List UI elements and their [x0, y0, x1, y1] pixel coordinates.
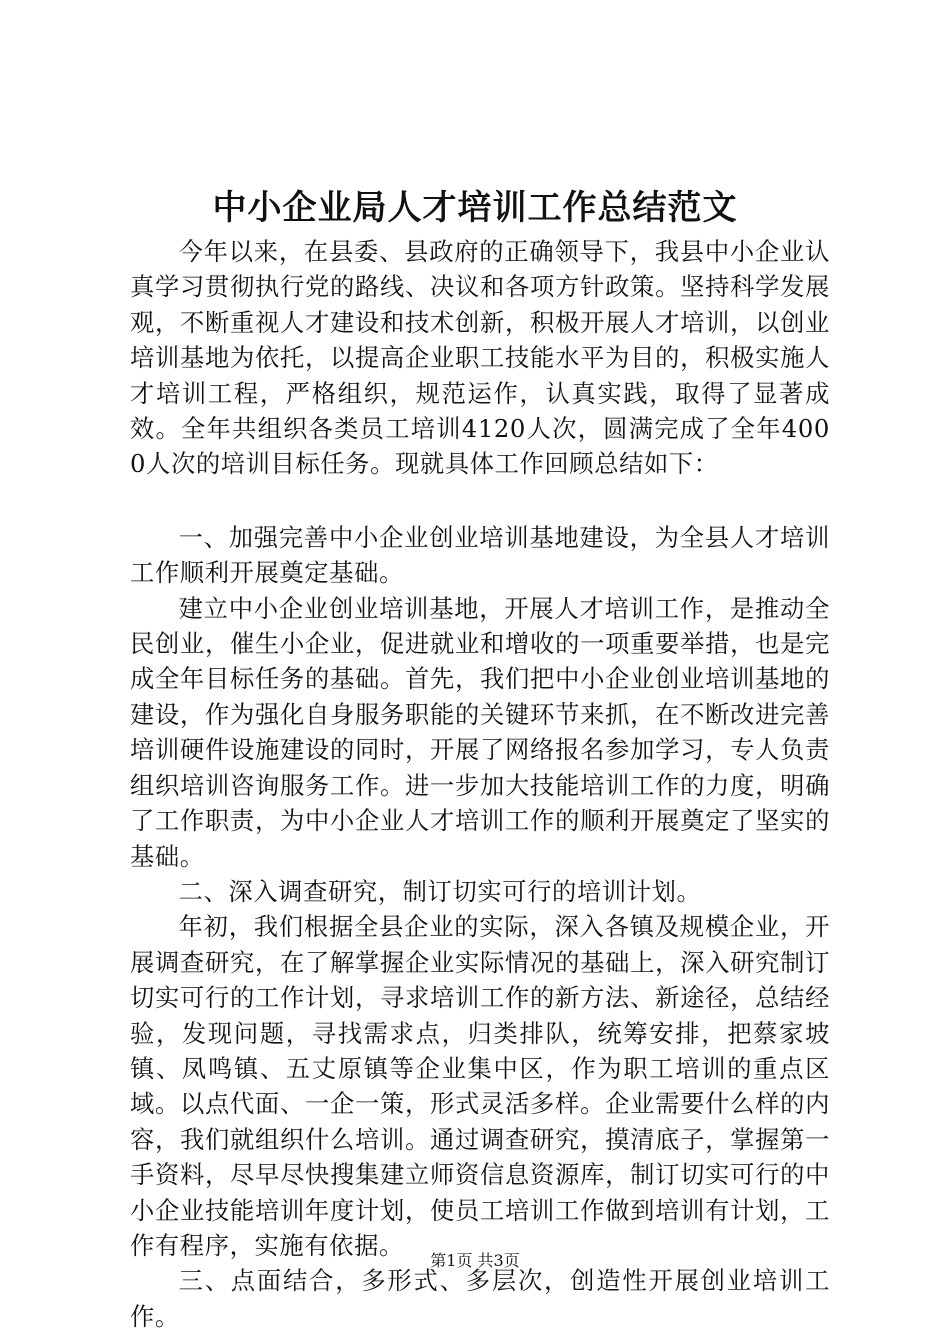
page-number: 第1页 共3页: [430, 1251, 520, 1270]
paragraph-spacer: [130, 482, 830, 520]
section-paragraph-2: 年初，我们根据全县企业的实际，深入各镇及规模企业，开展调查研究，在了解掌握企业实际情况的基础上，深入研究制订切实可行的工作计划，寻求培训工作的新方法、新途径，总结经验，发现问题，寻找需求点，归类排队，统筹安排，把蔡家坡镇、凤鸣镇、五丈原镇等企业集中区，作为职工培训的重点区域。以点代面、一企一策，形式灵活多样。企业需要什么样的内容，我们就组织什么培训。通过调查研究，摸清底子，掌握第一手资料，尽早尽快搜集建立师资信息资源库，制订切实可行的中小企业技能培训年度计划，使员工培训工作做到培训有计划，工作有程序，实施有依据。: [130, 912, 830, 1260]
section-paragraph-1: 建立中小企业创业培训基地，开展人才培训工作，是推动全民创业，催生小企业，促进就业和增收的一项重要举措，也是完成全年目标任务的基础。首先，我们把中小企业创业培训基地的建设，作为强化自身服务职能的关键环节来抓，在不断改进完善培训硬件设施建设的同时，开展了网络报名参加学习，专人负责组织培训咨询服务工作。进一步加大技能培训工作的力度，明确了工作职责，为中小企业人才培训工作的顺利开展奠定了坚实的基础。: [130, 593, 830, 871]
section-heading-2: 二、深入调查研究，制订切实可行的培训计划。: [178, 876, 702, 906]
section-heading-3: 三、点面结合，多形式、多层次，创造性开展创业培训工作。: [130, 1266, 830, 1331]
intro-paragraph: 今年以来，在县委、县政府的正确领导下，我县中小企业认真学习贯彻执行党的路线、决议和各项方针政策。坚持科学发展观，不断重视人才建设和技术创新，积极开展人才培训，以创业培训基地为依托，以提高企业职工技能水平为目的，积极实施人才培训工程，严格组织，规范运作，认真实践，取得了显著成效。全年共组织各类员工培训4120人次，圆满完成了全年4000人次的培训目标任务。现就具体工作回顾总结如下：: [130, 237, 830, 479]
document-title: 中小企业局人才培训工作总结范文: [212, 188, 738, 228]
section-heading-1: 一、加强完善中小企业创业培训基地建设，为全县人才培训工作顺利开展奠定基础。: [130, 522, 830, 588]
document-body: [130, 234, 830, 1334]
